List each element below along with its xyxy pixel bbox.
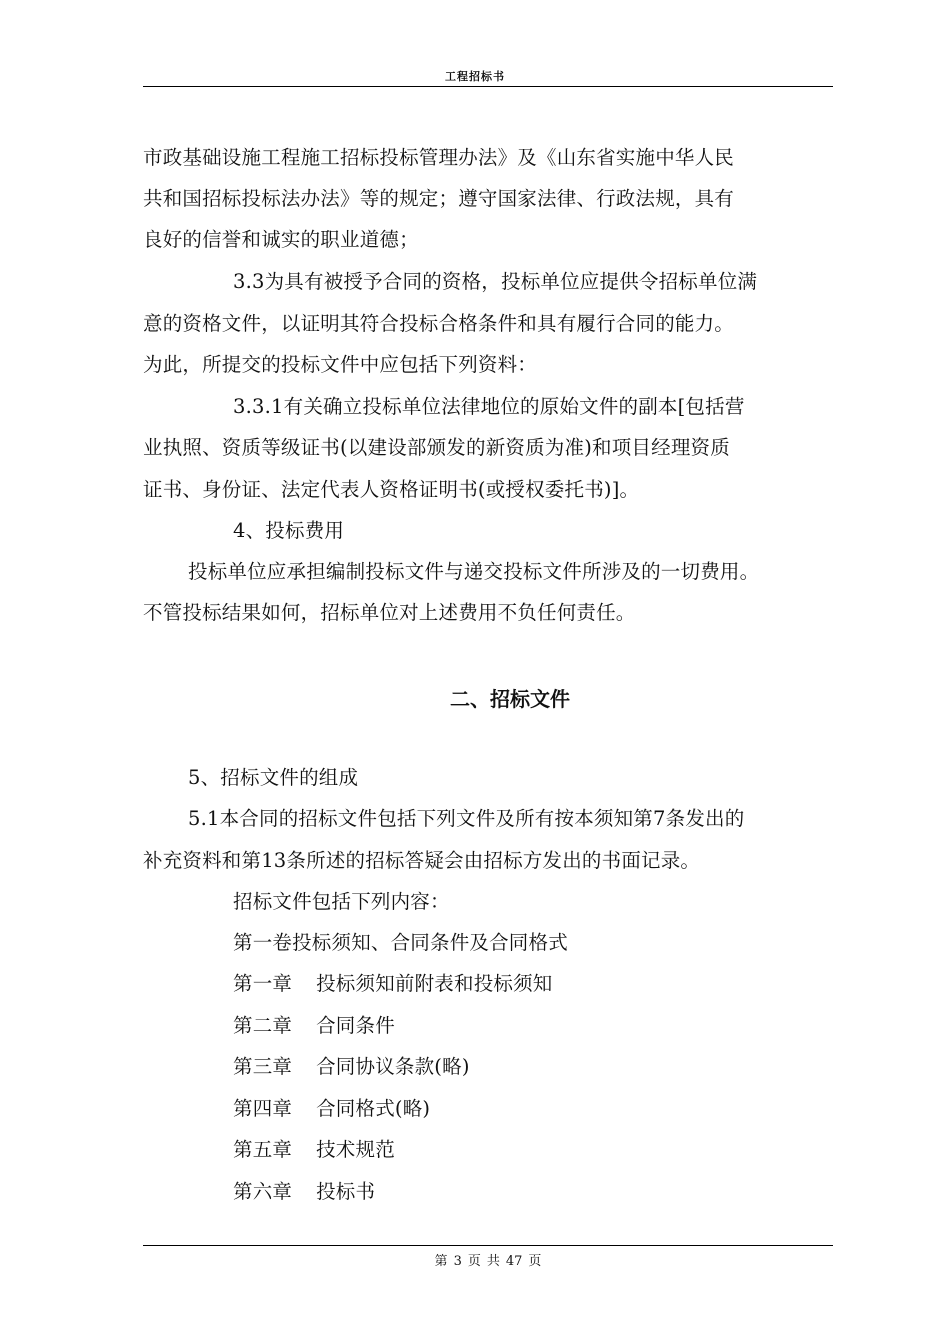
chapter-title: 投标须知前附表和投标须知	[316, 972, 553, 995]
chapter-no: 第六章	[233, 1180, 293, 1203]
chapter-no: 第一章	[233, 972, 293, 995]
body-line: 补充资料和第13条所述的招标答疑会由招标方发出的书面记录。	[143, 849, 701, 872]
body-line: 不管投标结果如何，招标单位对上述费用不负任何责任。	[143, 601, 636, 624]
footer-gong: 共	[486, 1254, 500, 1269]
body-line: 良好的信誉和诚实的职业道德；	[143, 228, 419, 251]
body-line: 为此，所提交的投标文件中应包括下列资料：	[143, 353, 538, 376]
footer-ye: 页	[467, 1254, 481, 1269]
chapter-title: 合同格式(略)	[316, 1097, 431, 1120]
body-line: 3.3为具有被授予合同的资格，投标单位应提供令招标单位满	[233, 270, 758, 293]
chapter-item	[233, 972, 553, 996]
footer-di: 第	[434, 1254, 448, 1269]
chapter-item	[233, 1055, 470, 1079]
body-line: 意的资格文件，以证明其符合投标合格条件和具有履行合同的能力。	[143, 312, 735, 335]
chapter-no: 第五章	[233, 1138, 293, 1161]
chapter-title: 技术规范	[316, 1138, 395, 1161]
body-line: 共和国招标投标法办法》等的规定；遵守国家法律、行政法规，具有	[143, 187, 735, 210]
chapter-title: 合同条件	[316, 1014, 395, 1037]
page-header-title: 工程招标书	[445, 70, 505, 83]
body-line: 投标单位应承担编制投标文件与递交投标文件所涉及的一切费用。	[188, 560, 760, 583]
footer-rule	[143, 1245, 833, 1246]
body-line: 业执照、资质等级证书(以建设部颁发的新资质为准)和项目经理资质	[143, 436, 730, 459]
body-line: 5.1本合同的招标文件包括下列文件及所有按本须知第7条发出的	[188, 807, 745, 830]
subheading: 5、招标文件的组成	[188, 766, 359, 789]
section-heading: 二、招标文件	[450, 687, 570, 711]
body-line: 证书、身份证、法定代表人资格证明书(或授权委托书)]。	[143, 478, 640, 501]
page-footer	[0, 1250, 950, 1269]
subheading: 4、投标费用	[233, 519, 345, 542]
body-line: 3.3.1有关确立投标单位法律地位的原始文件的副本[包括营	[233, 395, 745, 418]
chapter-item	[233, 1138, 395, 1162]
chapter-item	[233, 1014, 395, 1038]
page-number: 3	[453, 1254, 462, 1269]
footer-ye2: 页	[528, 1254, 542, 1269]
chapter-item	[233, 1180, 375, 1204]
chapter-no: 第三章	[233, 1055, 293, 1078]
body-line: 第一卷投标须知、合同条件及合同格式	[233, 931, 568, 954]
page-total: 47	[505, 1254, 523, 1269]
chapter-title: 合同协议条款(略)	[316, 1055, 470, 1078]
chapter-no: 第二章	[233, 1014, 293, 1037]
chapter-no: 第四章	[233, 1097, 293, 1120]
header-rule	[143, 86, 833, 87]
chapter-title: 投标书	[316, 1180, 376, 1203]
chapter-item	[233, 1097, 430, 1121]
body-line: 市政基础设施工程施工招标投标管理办法》及《山东省实施中华人民	[143, 146, 735, 169]
body-line: 招标文件包括下列内容：	[233, 890, 450, 913]
